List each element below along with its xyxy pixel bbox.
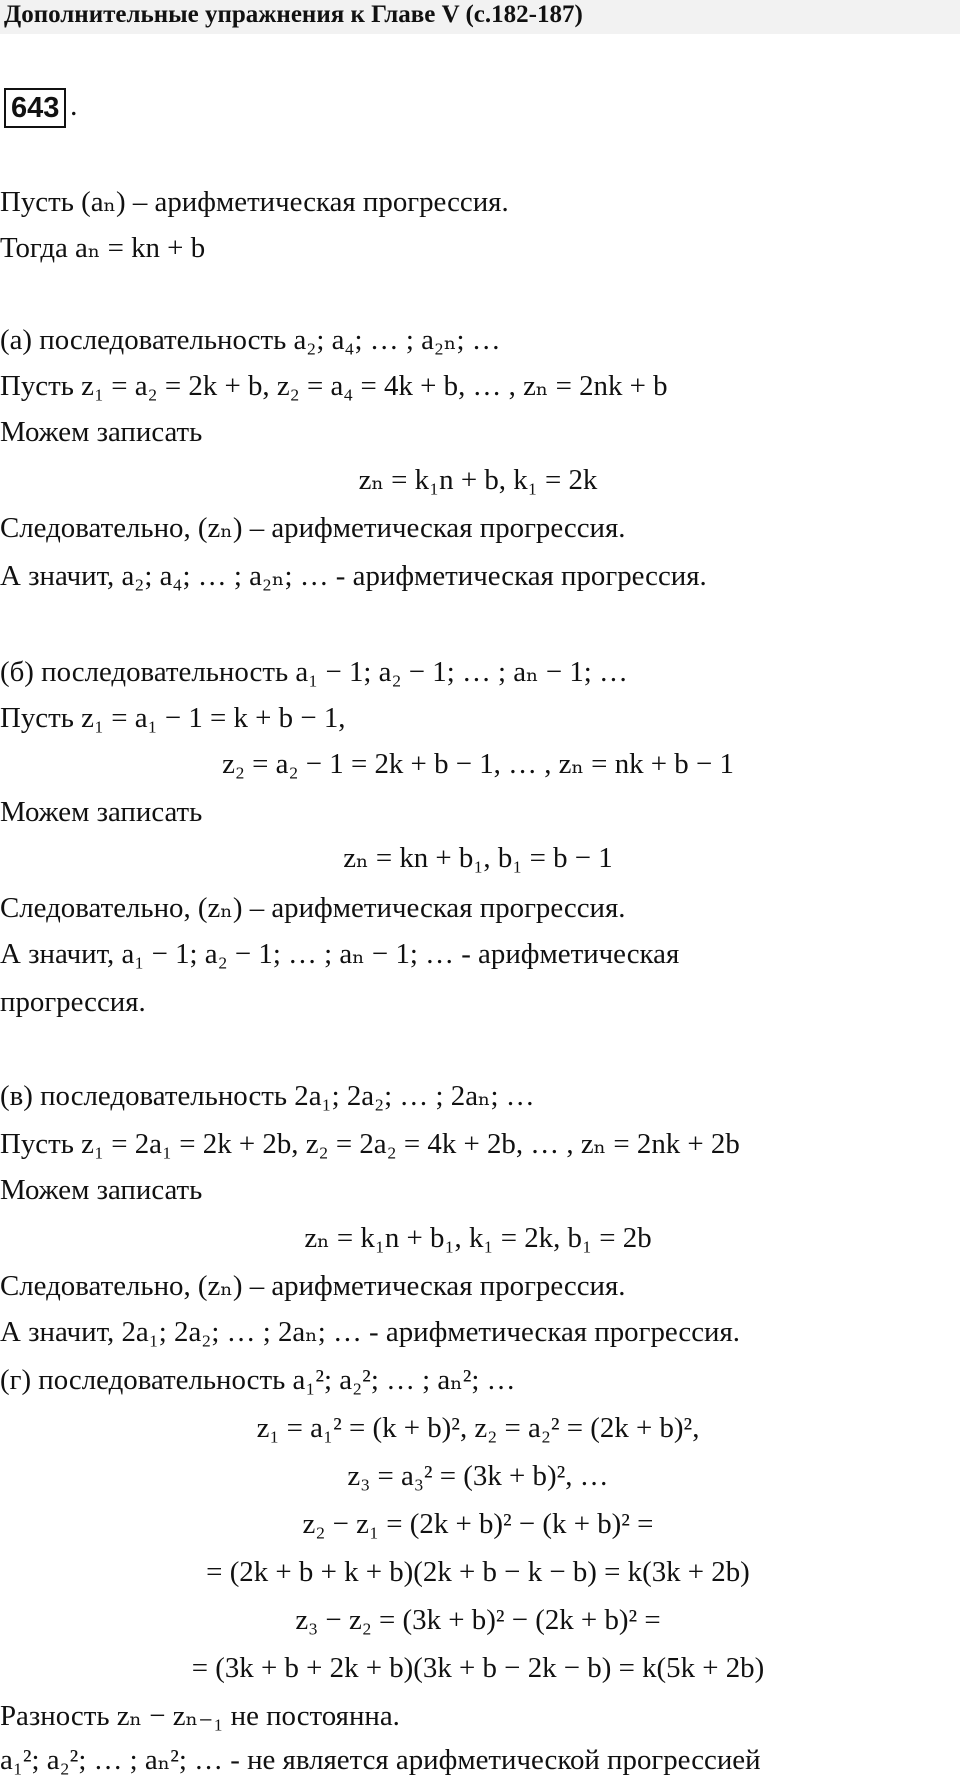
text-line-2: Тогда aₙ = kn + b (0, 232, 206, 264)
text-line-13: zₙ = kn + b₁, b₁ = b − 1 (343, 842, 613, 874)
exercise-number-dot: . (70, 89, 78, 122)
text-line-9: (б) последовательность a₁ − 1; a₂ − 1; … ; aₙ − 1; … (0, 656, 628, 688)
text-line-12: Можем записать (0, 796, 203, 828)
text-line-23: (г) последовательность a₁²; a₂²; … ; aₙ²; … (0, 1364, 516, 1396)
text-line-25: z₃ = a₃² = (3k + b)², … (347, 1460, 609, 1492)
page-title: Дополнительные упражнения к Главе V (с.182-187) (4, 1, 583, 28)
text-line-1: Пусть (aₙ) – арифметическая прогрессия. (0, 186, 509, 218)
text-line-19: Можем записать (0, 1174, 203, 1206)
text-line-18: Пусть z₁ = 2a₁ = 2k + 2b, z₂ = 2a₂ = 4k + 2b, … , zₙ = 2nk + 2b (0, 1128, 740, 1160)
text-line-17: (в) последовательность 2a₁; 2a₂; … ; 2aₙ; … (0, 1080, 535, 1112)
text-line-30: Разность zₙ − zₙ₋₁ не постоянна. (0, 1700, 400, 1732)
text-line-4: Пусть z₁ = a₂ = 2k + b, z₂ = a₄ = 4k + b, … , zₙ = 2nk + b (0, 370, 668, 402)
text-line-27: = (2k + b + k + b)(2k + b − k − b) = k(3k + 2b) (206, 1556, 750, 1588)
text-line-21: Следовательно, (zₙ) – арифметическая прогрессия. (0, 1270, 626, 1302)
text-line-7: Следовательно, (zₙ) – арифметическая прогрессия. (0, 512, 626, 544)
text-line-20: zₙ = k₁n + b₁, k₁ = 2k, b₁ = 2b (304, 1222, 652, 1254)
text-line-16: прогрессия. (0, 986, 146, 1018)
text-line-5: Можем записать (0, 416, 203, 448)
text-line-15: А значит, a₁ − 1; a₂ − 1; … ; aₙ − 1; … - арифметическая (0, 938, 680, 970)
text-line-22: А значит, 2a₁; 2a₂; … ; 2aₙ; … - арифметическая прогрессия. (0, 1316, 741, 1348)
text-line-3: (а) последовательность a₂; a₄; … ; a₂ₙ; … (0, 324, 501, 356)
text-line-26: z₂ − z₁ = (2k + b)² − (k + b)² = (302, 1508, 654, 1540)
text-line-6: zₙ = k₁n + b, k₁ = 2k (358, 464, 598, 496)
text-line-29: = (3k + b + 2k + b)(3k + b − 2k − b) = k(5k + 2b) (191, 1652, 765, 1684)
text-line-31: a₁²; a₂²; … ; aₙ²; … - не является арифметической прогрессией (0, 1744, 761, 1776)
text-line-28: z₃ − z₂ = (3k + b)² − (2k + b)² = (295, 1604, 661, 1636)
text-line-8: А значит, a₂; a₄; … ; a₂ₙ; … - арифметическая прогрессия. (0, 560, 707, 592)
page-header (0, 0, 960, 34)
text-line-11: z₂ = a₂ − 1 = 2k + b − 1, … , zₙ = nk + b − 1 (222, 748, 734, 780)
text-line-10: Пусть z₁ = a₁ − 1 = k + b − 1, (0, 702, 346, 734)
text-line-14: Следовательно, (zₙ) – арифметическая прогрессия. (0, 892, 626, 924)
exercise-number: 643 (4, 88, 66, 128)
text-line-24: z₁ = a₁² = (k + b)², z₂ = a₂² = (2k + b)², (256, 1412, 700, 1444)
